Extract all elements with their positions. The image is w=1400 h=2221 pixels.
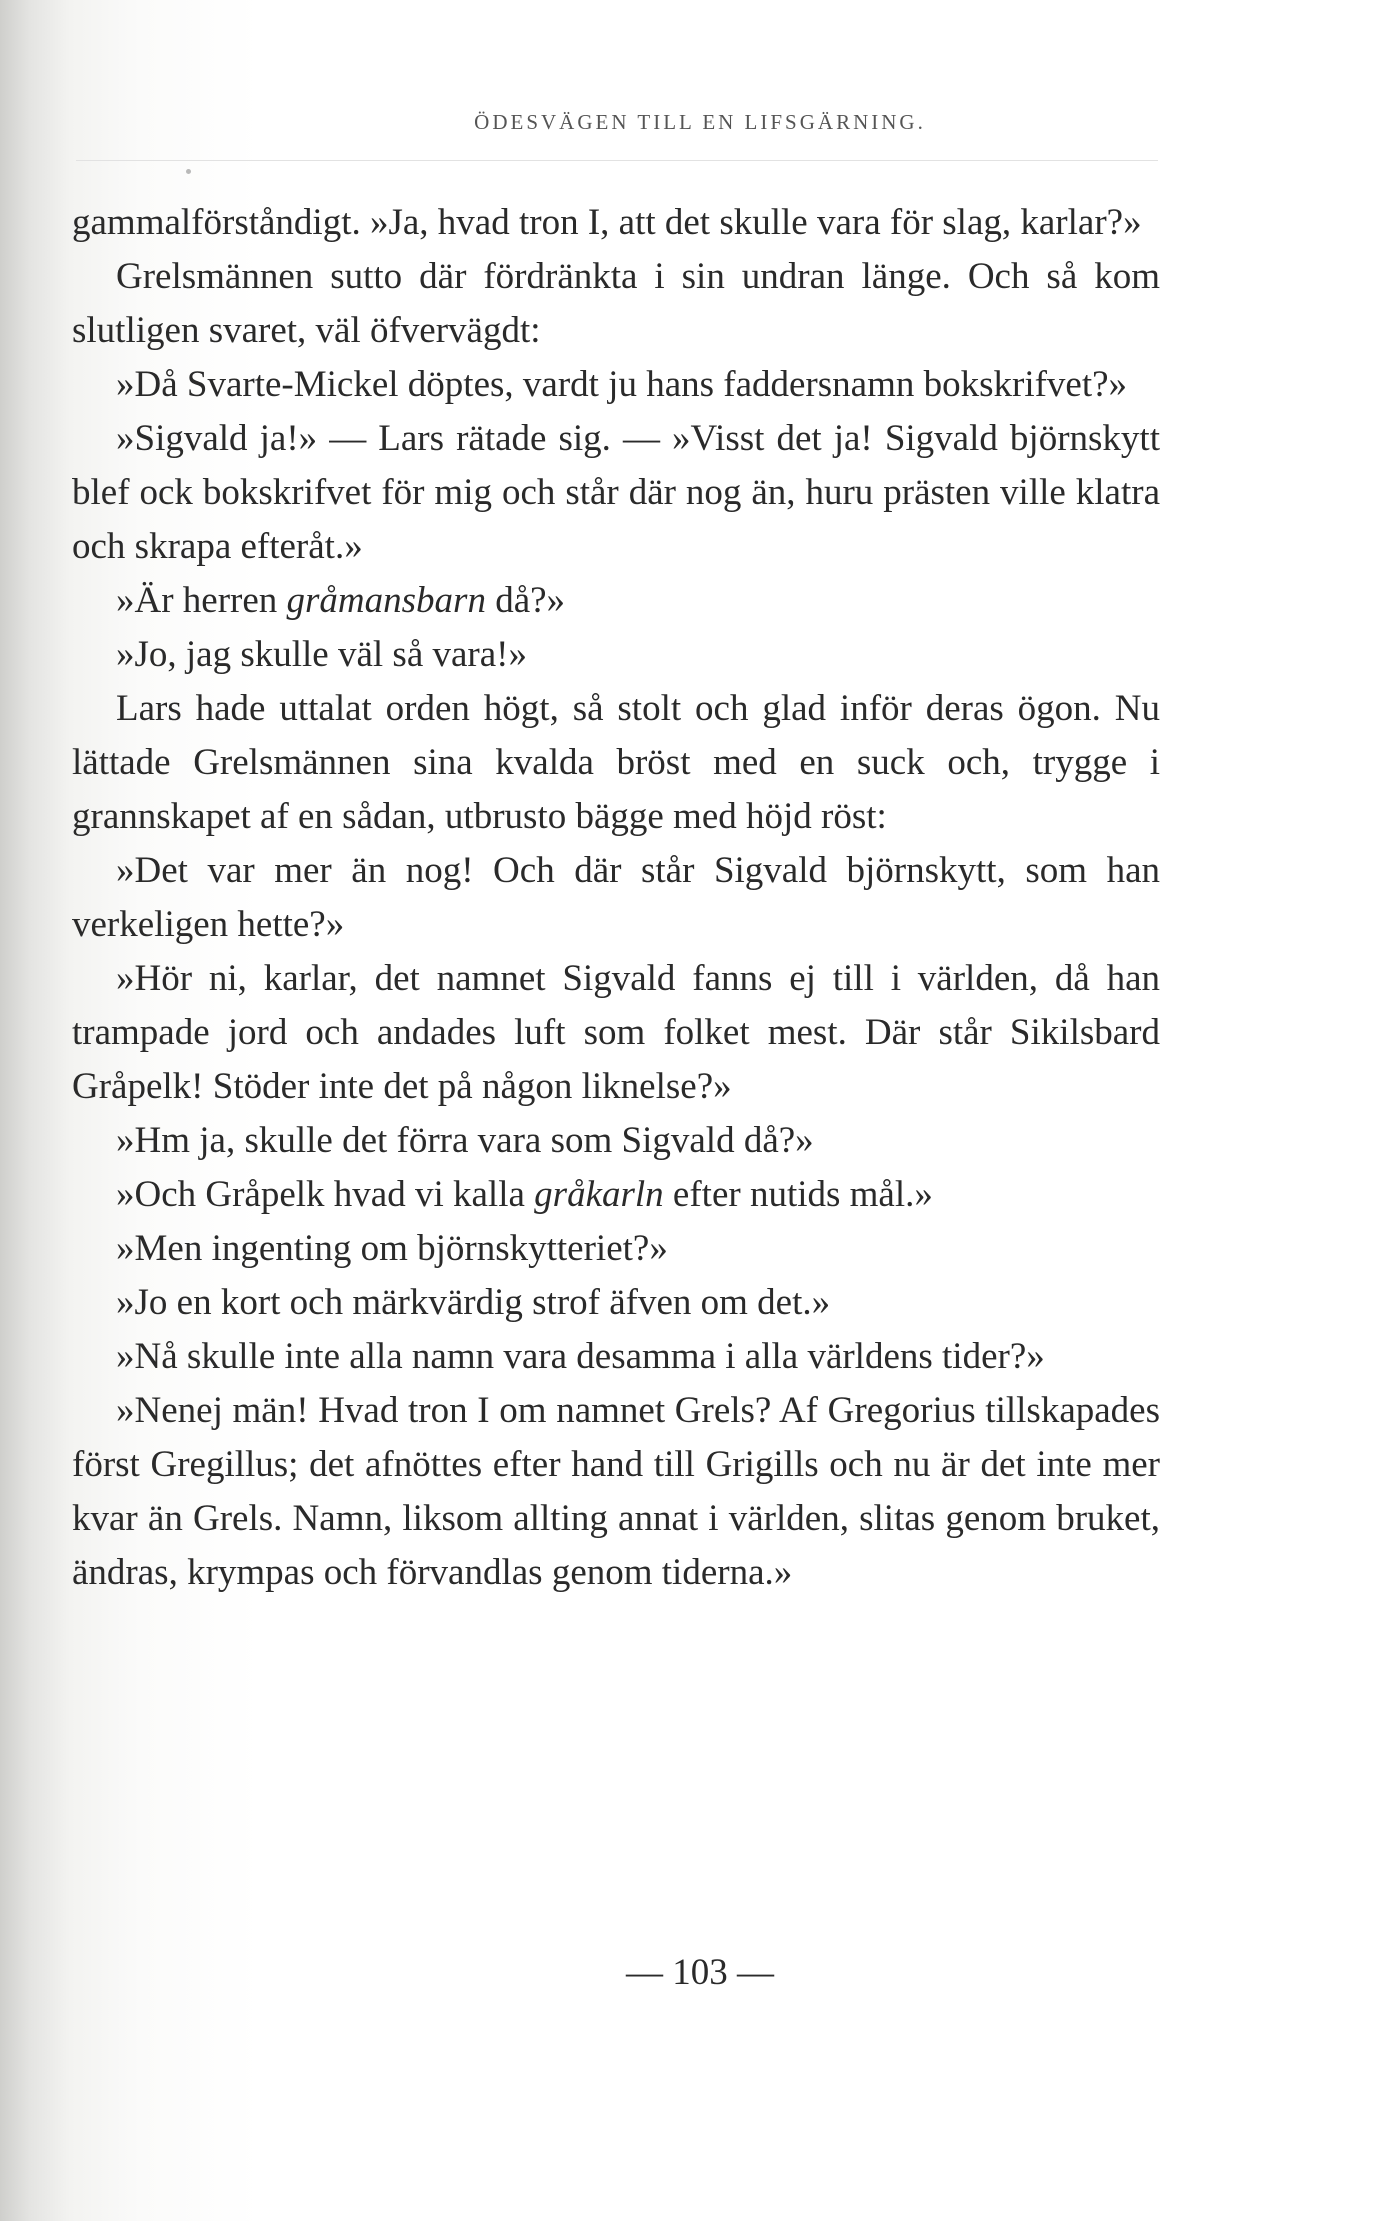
paragraph-3: »Då Svarte-Mickel döptes, vardt ju hans faddersnamn bokskrifvet?»: [116, 364, 1128, 405]
paragraph-6: »Jo, jag skulle väl så vara!»: [116, 634, 527, 675]
print-speck: [186, 169, 191, 174]
paragraph-7: Lars hade uttalat orden högt, så stolt och glad inför deras ögon. Nu lättade Grelsmännen sina kvalda bröst med en suck och, trygge i grannskapet af en sådan, utbrusto bägge med höjd röst:: [72, 688, 1160, 837]
running-head: ÖDESVÄGEN TILL EN LIFSGÄRNING.: [474, 110, 926, 134]
paragraph-11-pre: »Och Gråpelk hvad vi kalla: [116, 1174, 535, 1215]
italic-term-grakarln: gråkarln: [534, 1174, 664, 1215]
paragraph-11-post: efter nutids mål.»: [663, 1174, 933, 1215]
paragraph-14: »Nå skulle inte alla namn vara desamma i alla världens tider?»: [116, 1336, 1045, 1377]
paragraph-11: [72, 1168, 1160, 1222]
paragraph-1: gammalförståndigt. »Ja, hvad tron I, att det skulle vara för slag, karlar?»: [72, 202, 1142, 243]
paragraph-2: Grelsmännen sutto där fördränkta i sin undran länge. Och så kom slutligen svaret, väl öfvervägdt:: [72, 256, 1160, 351]
paragraph-5-pre: »Är herren: [116, 580, 287, 621]
paragraph-12: »Men ingenting om björnskytteriet?»: [116, 1228, 668, 1269]
paragraph-5-post: då?»: [485, 580, 566, 621]
header-rule: [76, 160, 1158, 161]
paragraph-9: »Hör ni, karlar, det namnet Sigvald fanns ej till i världen, då han trampade jord och andades luft som folket mest. Där står Sikilsbard Gråpelk! Stöder inte det på någon liknelse?»: [72, 958, 1160, 1107]
paragraph-4: »Sigvald ja!» — Lars rätade sig. — »Visst det ja! Sigvald björnskytt blef ock bokskrifvet för mig och står där nog än, huru prästen ville klatra och skrapa efteråt.»: [72, 418, 1160, 567]
page-number: — 103 —: [626, 1952, 774, 1993]
body-text: [72, 196, 1160, 1600]
paragraph-5: [72, 574, 1160, 628]
paragraph-10: »Hm ja, skulle det förra vara som Sigvald då?»: [116, 1120, 814, 1161]
paragraph-13: »Jo en kort och märkvärdig strof äfven om det.»: [116, 1282, 831, 1323]
italic-term-gramansbarn: gråmansbarn: [286, 580, 486, 621]
paragraph-8: »Det var mer än nog! Och där står Sigvald björnskytt, som han verkeligen hette?»: [72, 850, 1160, 945]
paragraph-15: »Nenej män! Hvad tron I om namnet Grels? Af Gregorius tillskapades först Gregillus; det afnöttes efter hand till Grigills och nu är det inte mer kvar än Grels. Namn, liksom allting annat i världen, slitas genom bruket, ändras, krympas och förvandlas genom tiderna.»: [72, 1390, 1160, 1593]
